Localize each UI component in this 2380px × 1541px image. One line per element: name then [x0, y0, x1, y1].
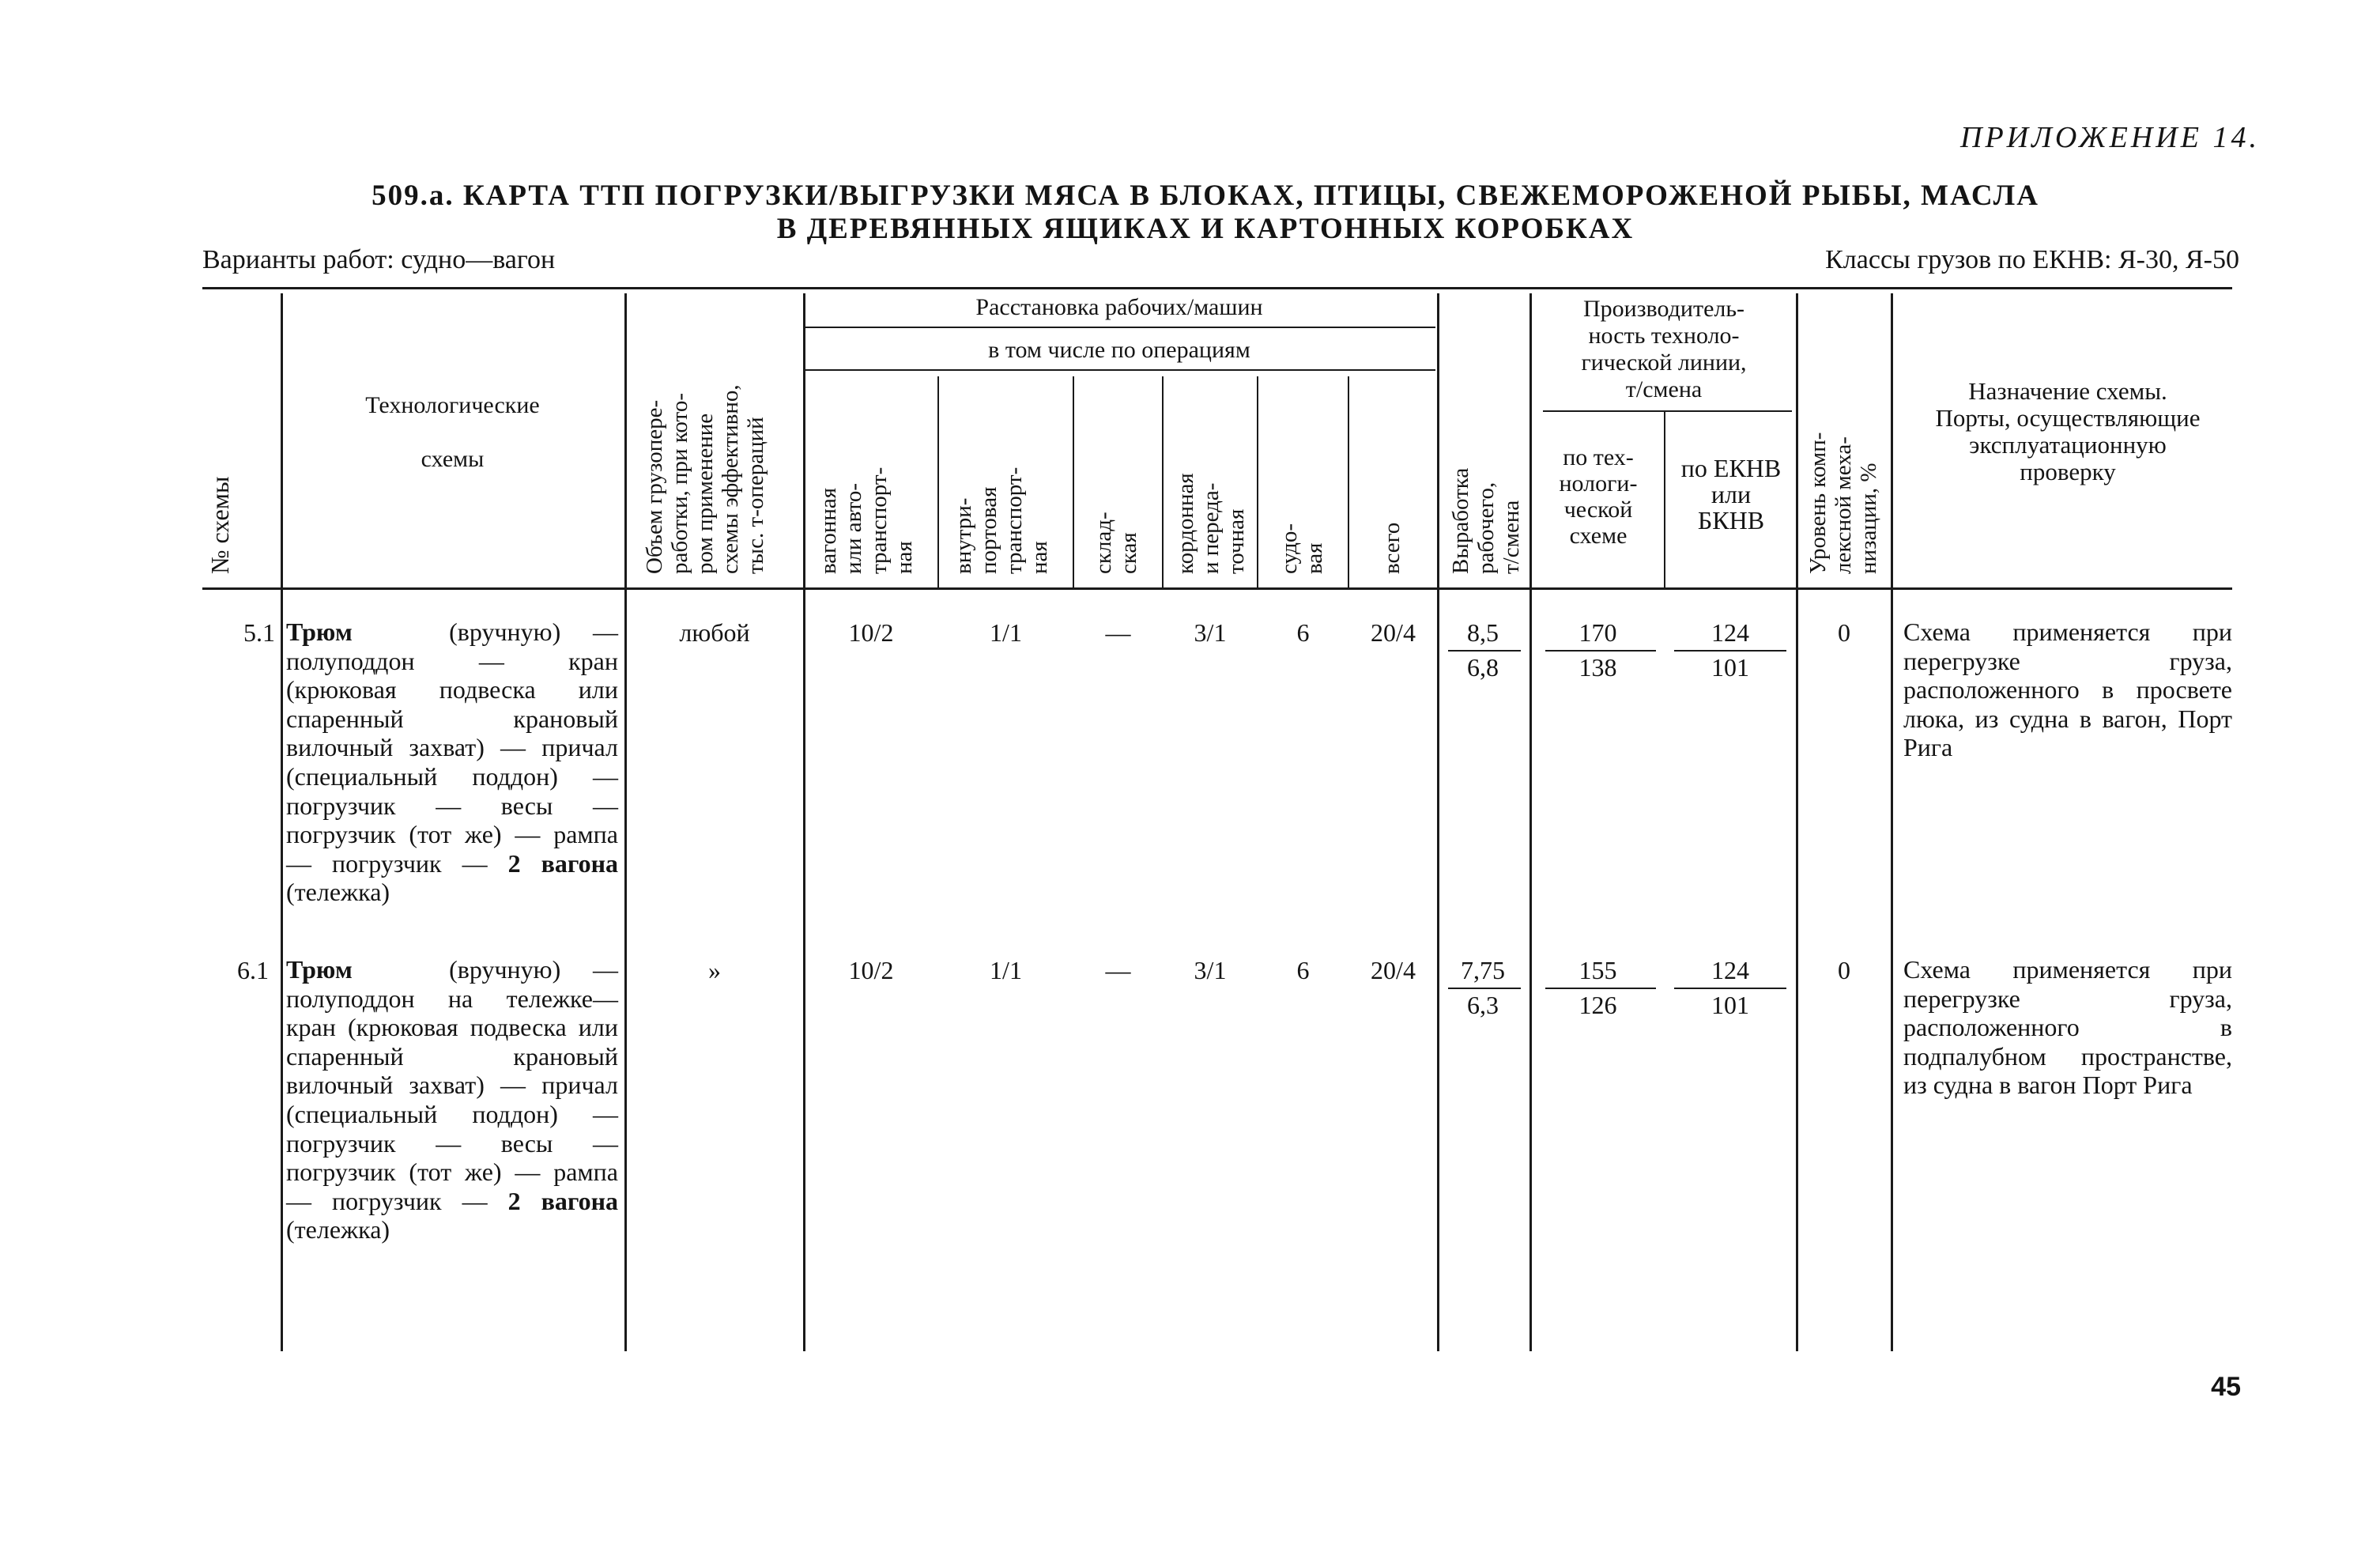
- scheme-description: [286, 618, 618, 907]
- scheme-target: 2 вагона: [507, 848, 619, 878]
- ship-ops-value: 6: [1296, 618, 1310, 647]
- inport-ops-value: 1/1: [990, 618, 1022, 647]
- header-volume: Объем грузопере- работки, при кото- ром применение схемы эффективно, тыс. т-операций: [642, 384, 768, 574]
- total-ops-value: 20/4: [1371, 956, 1416, 984]
- col-divider: [1891, 293, 1893, 1351]
- prod-eknv-fraction-line: [1674, 650, 1786, 652]
- prod-tech-top: 155: [1578, 956, 1617, 984]
- col-divider: [803, 293, 805, 1351]
- kordon-ops-value: 3/1: [1194, 956, 1227, 984]
- prod-eknv-bottom: 101: [1711, 991, 1749, 1019]
- wagon-ops-value: 10/2: [848, 618, 894, 647]
- volume-value: любой: [679, 618, 750, 647]
- table-top-border: [202, 287, 2232, 289]
- page-number: 45: [2211, 1372, 2241, 1402]
- scheme-tail: (тележка): [286, 1215, 390, 1245]
- output-top: 8,5: [1467, 618, 1499, 647]
- prod-tech-bottom: 138: [1578, 653, 1617, 682]
- header-op-kordon: кордонная и переда- точная: [1173, 473, 1249, 574]
- ship-ops-value: 6: [1296, 956, 1310, 984]
- header-output: Выработка рабочего, т/смена: [1448, 467, 1524, 574]
- work-variants: Варианты работ: судно—вагон: [202, 245, 556, 274]
- header-op-total: всего: [1379, 522, 1405, 574]
- header-bottom-border: [202, 587, 2232, 590]
- header-prod-tech: по тех- нологи- ческой схеме: [1559, 444, 1638, 549]
- header-op-warehouse: склад- ская: [1091, 512, 1141, 574]
- scheme-tail: (тележка): [286, 878, 390, 907]
- purpose-text: Схема применяется при перегрузке груза, расположенного в просвете люка, из судна в вагон, Порт Рига: [1903, 618, 2232, 762]
- prod-eknv-top: 124: [1711, 956, 1749, 984]
- scheme-text: (вручную) — полуподдон на тележке— кран (крюковая подвеска или спаренный крановый вилочный захват) — причал (специальный поддон) — погрузчик — весы — погрузчик (тот же) — рампа — погрузчик —: [286, 955, 618, 1215]
- header-purpose: Назначение схемы. Порты, осуществляющие эксплуатационную проверку: [1935, 377, 2201, 485]
- prod-tech-top: 170: [1578, 618, 1617, 647]
- col-divider: [1796, 293, 1798, 1351]
- header-tech-schemes-line-1: Технологические: [365, 392, 540, 418]
- prod-eknv-bottom: 101: [1711, 653, 1749, 682]
- scheme-text: (вручную) — полуподдон — кран (крюковая подвеска или спаренный крановый вилочный захват) — причал (специальный поддон) — погрузчик — весы — погрузчик (тот же) — рампа — погрузчик —: [286, 618, 618, 878]
- header-op-ship: судо- вая: [1277, 523, 1327, 574]
- col-divider: [281, 293, 283, 1351]
- warehouse-ops-value: —: [1105, 618, 1131, 647]
- col-divider: [1257, 376, 1258, 587]
- prod-tech-bottom: 126: [1578, 991, 1617, 1019]
- output-fraction-line: [1448, 650, 1521, 652]
- mechanization-value: 0: [1838, 956, 1850, 984]
- document-title-line-1: 509.а. КАРТА ТТП ПОГРУЗКИ/ВЫГРУЗКИ МЯСА В БЛОКАХ, ПТИЦЫ, СВЕЖЕМОРОЖЕНОЙ РЫБЫ, МАСЛА: [372, 179, 2039, 212]
- header-prod-eknv: по ЕКНВ или БКНВ: [1680, 454, 1782, 534]
- appendix-label: ПРИЛОЖЕНИЕ 14.: [1960, 121, 2260, 154]
- row-number: 6.1: [237, 956, 269, 984]
- col-divider: [1664, 412, 1665, 587]
- output-bottom: 6,8: [1467, 653, 1499, 682]
- col-divider: [1073, 376, 1074, 587]
- warehouse-ops-value: —: [1105, 956, 1131, 984]
- header-mechanization: Уровень комп- лексной меха- низации, %: [1805, 432, 1881, 574]
- col-divider: [1437, 293, 1439, 1351]
- volume-value: »: [708, 956, 721, 984]
- output-bottom: 6,3: [1467, 991, 1499, 1019]
- prod-eknv-fraction-line: [1674, 988, 1786, 989]
- output-top: 7,75: [1461, 956, 1505, 984]
- wagon-ops-value: 10/2: [848, 956, 894, 984]
- scheme-target: 2 вагона: [507, 1186, 619, 1215]
- header-tech-schemes-line-2: схемы: [421, 446, 485, 472]
- header-scheme-no: № схемы: [206, 476, 234, 574]
- scheme-start: Трюм: [286, 955, 353, 984]
- purpose-text: Схема применяется при перегрузке груза, расположенного в подпалубном пространстве, из судна в вагон Порт Рига: [1903, 955, 2232, 1100]
- col-divider: [1348, 376, 1349, 587]
- scheme-start: Трюм: [286, 618, 353, 646]
- header-tech-schemes: [292, 392, 613, 473]
- row-number: 5.1: [243, 618, 275, 647]
- col-divider: [937, 376, 939, 587]
- kordon-ops-value: 3/1: [1194, 618, 1227, 647]
- document-title-line-2: В ДЕРЕВЯННЫХ ЯЩИКАХ И КАРТОННЫХ КОРОБКАХ: [776, 213, 1635, 245]
- col-divider: [1162, 376, 1164, 587]
- scheme-description: [286, 955, 618, 1245]
- col-divider: [1529, 293, 1532, 1351]
- mechanization-value: 0: [1838, 618, 1850, 647]
- prod-tech-fraction-line: [1545, 988, 1656, 989]
- prod-tech-fraction-line: [1545, 650, 1656, 652]
- inport-ops-value: 1/1: [990, 956, 1022, 984]
- header-op-inport: внутри- портовая транспорт- ная: [951, 466, 1052, 574]
- header-op-wagon: вагонная или авто- транспорт- ная: [816, 466, 917, 574]
- operations-rule: [803, 369, 1435, 371]
- header-placement: Расстановка рабочих/машин: [975, 294, 1263, 320]
- total-ops-value: 20/4: [1371, 618, 1416, 647]
- productivity-rule: [1543, 410, 1792, 412]
- output-fraction-line: [1448, 988, 1521, 989]
- cargo-classes: Классы грузов по ЕКНВ: Я-30, Я-50: [1825, 245, 2239, 274]
- col-divider: [624, 293, 627, 1351]
- header-productivity: Производитель- ность техноло- гической линии, т/смена: [1581, 296, 1747, 402]
- header-by-operations: в том числе по операциям: [988, 337, 1250, 363]
- placement-rule: [803, 327, 1435, 328]
- prod-eknv-top: 124: [1711, 618, 1749, 647]
